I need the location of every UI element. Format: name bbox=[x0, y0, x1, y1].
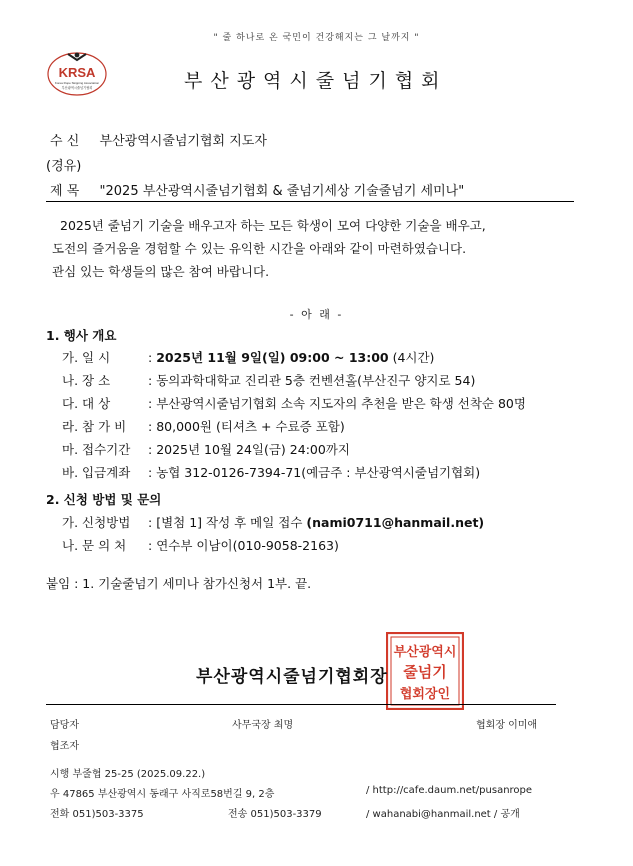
registration-period-row: 마. 접수기간 : 2025년 10월 24일(금) 24:00까지 bbox=[62, 442, 350, 457]
intro-line-2: 도전의 즐거움을 경험할 수 있는 유익한 시간을 아래와 같이 마련하였습니다. bbox=[52, 241, 467, 256]
phone-number: 전화 051)503-3375 bbox=[50, 809, 144, 820]
apply-method-row: 가. 신청방법 : [별첨 1] 작성 후 메일 접수 (nami0711@hanmail.net) bbox=[62, 515, 485, 530]
apply-method-value: [별첨 1] 작성 후 메일 접수 bbox=[156, 515, 307, 530]
seal-line-1: 부산광역시 bbox=[393, 645, 457, 660]
intro-line-3: 관심 있는 학생들의 많은 참여 바랍니다. bbox=[52, 264, 270, 279]
bank-account-value: 농협 312-0126-7394-71(예금주 : 부산광역시줄넘기협회) bbox=[156, 465, 481, 480]
apply-method-label: 가. 신청방법 bbox=[62, 515, 131, 530]
subject-row bbox=[50, 180, 464, 199]
seal-line-2: 줄넘기 bbox=[403, 663, 447, 681]
cooperator-label: 협조자 bbox=[50, 741, 79, 752]
event-fee-value: 80,000원 (티셔츠 + 수료증 포함) bbox=[156, 419, 345, 434]
association-president: 협회장 이미애 bbox=[476, 720, 538, 731]
bank-account-row: 바. 입금계좌 : 농협 312-0126-7394-71(예금주 : 부산광역시줄넘기협회) bbox=[62, 465, 481, 480]
secretary-general: 사무국장 최명 bbox=[232, 720, 294, 731]
event-date-label: 가. 일 시 bbox=[62, 350, 111, 365]
seal-line-3: 협회장인 bbox=[399, 687, 451, 702]
subject-value: "2025 부산광역시줄넘기협회 & 줄넘기세상 기술줄넘기 세미나" bbox=[99, 184, 465, 199]
email-address[interactable]: / wahanabi@hanmail.net / 공개 bbox=[366, 809, 520, 820]
postal-address: 우 47865 부산광역시 동래구 사직로58번길 9, 2층 bbox=[50, 789, 275, 800]
event-venue-row: 나. 장 소 : 동의과학대학교 진리관 5층 컨벤션홀(부산진구 양지로 54) bbox=[62, 373, 476, 388]
event-date-row: 가. 일 시 : 2025년 11월 9일(일) 09:00 ~ 13:00 (4시간) bbox=[62, 350, 435, 365]
section2-title: 2. 신청 방법 및 문의 bbox=[46, 492, 162, 507]
bank-account-label: 바. 입금계좌 bbox=[62, 465, 131, 480]
recipient-label: 수 신 bbox=[50, 134, 80, 149]
enforcement-number: 시행 부줄협 25-25 (2025.09.22.) bbox=[50, 769, 206, 780]
registration-period-label: 마. 접수기간 bbox=[62, 442, 131, 457]
event-fee-row: 라. 참 가 비 : 80,000원 (티셔츠 + 수료증 포함) bbox=[62, 419, 345, 434]
fax-number: 전송 051)503-3379 bbox=[228, 809, 322, 820]
intro-line-1: 2025년 줄넘기 기술을 배우고자 하는 모든 학생이 모여 다양한 기술을 배우고, bbox=[60, 218, 486, 233]
handler-label: 담당자 bbox=[50, 720, 79, 731]
via-row: (경유) bbox=[46, 159, 82, 174]
event-target-value: 부산광역시줄넘기협회 소속 지도자의 추천을 받은 학생 선착순 80명 bbox=[156, 396, 526, 411]
recipient-value: 부산광역시줄넘기협회 지도자 bbox=[99, 134, 267, 149]
motto: " 줄 하나로 온 국민이 건강해지는 그 날까지 " bbox=[213, 33, 420, 43]
event-target-label: 다. 대 상 bbox=[62, 396, 111, 411]
contact-value: 연수부 이남이(010-9058-2163) bbox=[156, 538, 339, 553]
below-note: - 아 래 - bbox=[289, 308, 344, 321]
subject-label: 제 목 bbox=[50, 184, 80, 199]
svg-text:Korea Rope Skipping Associatio: Korea Rope Skipping Association bbox=[54, 81, 100, 85]
header-divider bbox=[46, 201, 574, 202]
krsa-logo bbox=[46, 48, 108, 96]
website-link[interactable]: / http://cafe.daum.net/pusanrope bbox=[366, 785, 533, 796]
signature-title: 부산광역시줄넘기협회장 bbox=[196, 667, 388, 687]
section1-title: 1. 행사 개요 bbox=[46, 328, 117, 343]
svg-text:KRSA: KRSA bbox=[58, 65, 96, 80]
contact-row: 나. 문 의 처 : 연수부 이남이(010-9058-2163) bbox=[62, 538, 339, 553]
event-duration: (4시간) bbox=[388, 350, 435, 365]
attachment-note: 붙임 : 1. 기술줄넘기 세미나 참가신청서 1부. 끝. bbox=[46, 576, 312, 591]
event-venue-label: 나. 장 소 bbox=[62, 373, 111, 388]
apply-email: (nami0711@hanmail.net) bbox=[306, 515, 485, 530]
svg-text:부산광역시줄넘기협회: 부산광역시줄넘기협회 bbox=[61, 86, 93, 90]
organization-title: 부산광역시줄넘기협회 bbox=[184, 70, 448, 92]
contact-label: 나. 문 의 처 bbox=[62, 538, 127, 553]
official-seal bbox=[386, 632, 464, 710]
event-venue-value: 동의과학대학교 진리관 5층 컨벤션홀(부산진구 양지로 54) bbox=[156, 373, 476, 388]
registration-period-value: 2025년 10월 24일(금) 24:00까지 bbox=[156, 442, 350, 457]
footer-divider bbox=[46, 704, 556, 705]
recipient-row bbox=[50, 130, 267, 149]
event-date-value: 2025년 11월 9일(일) 09:00 ~ 13:00 bbox=[156, 350, 389, 365]
event-fee-label: 라. 참 가 비 bbox=[62, 419, 127, 434]
event-target-row: 다. 대 상 : 부산광역시줄넘기협회 소속 지도자의 추천을 받은 학생 선착순 80명 bbox=[62, 396, 526, 411]
